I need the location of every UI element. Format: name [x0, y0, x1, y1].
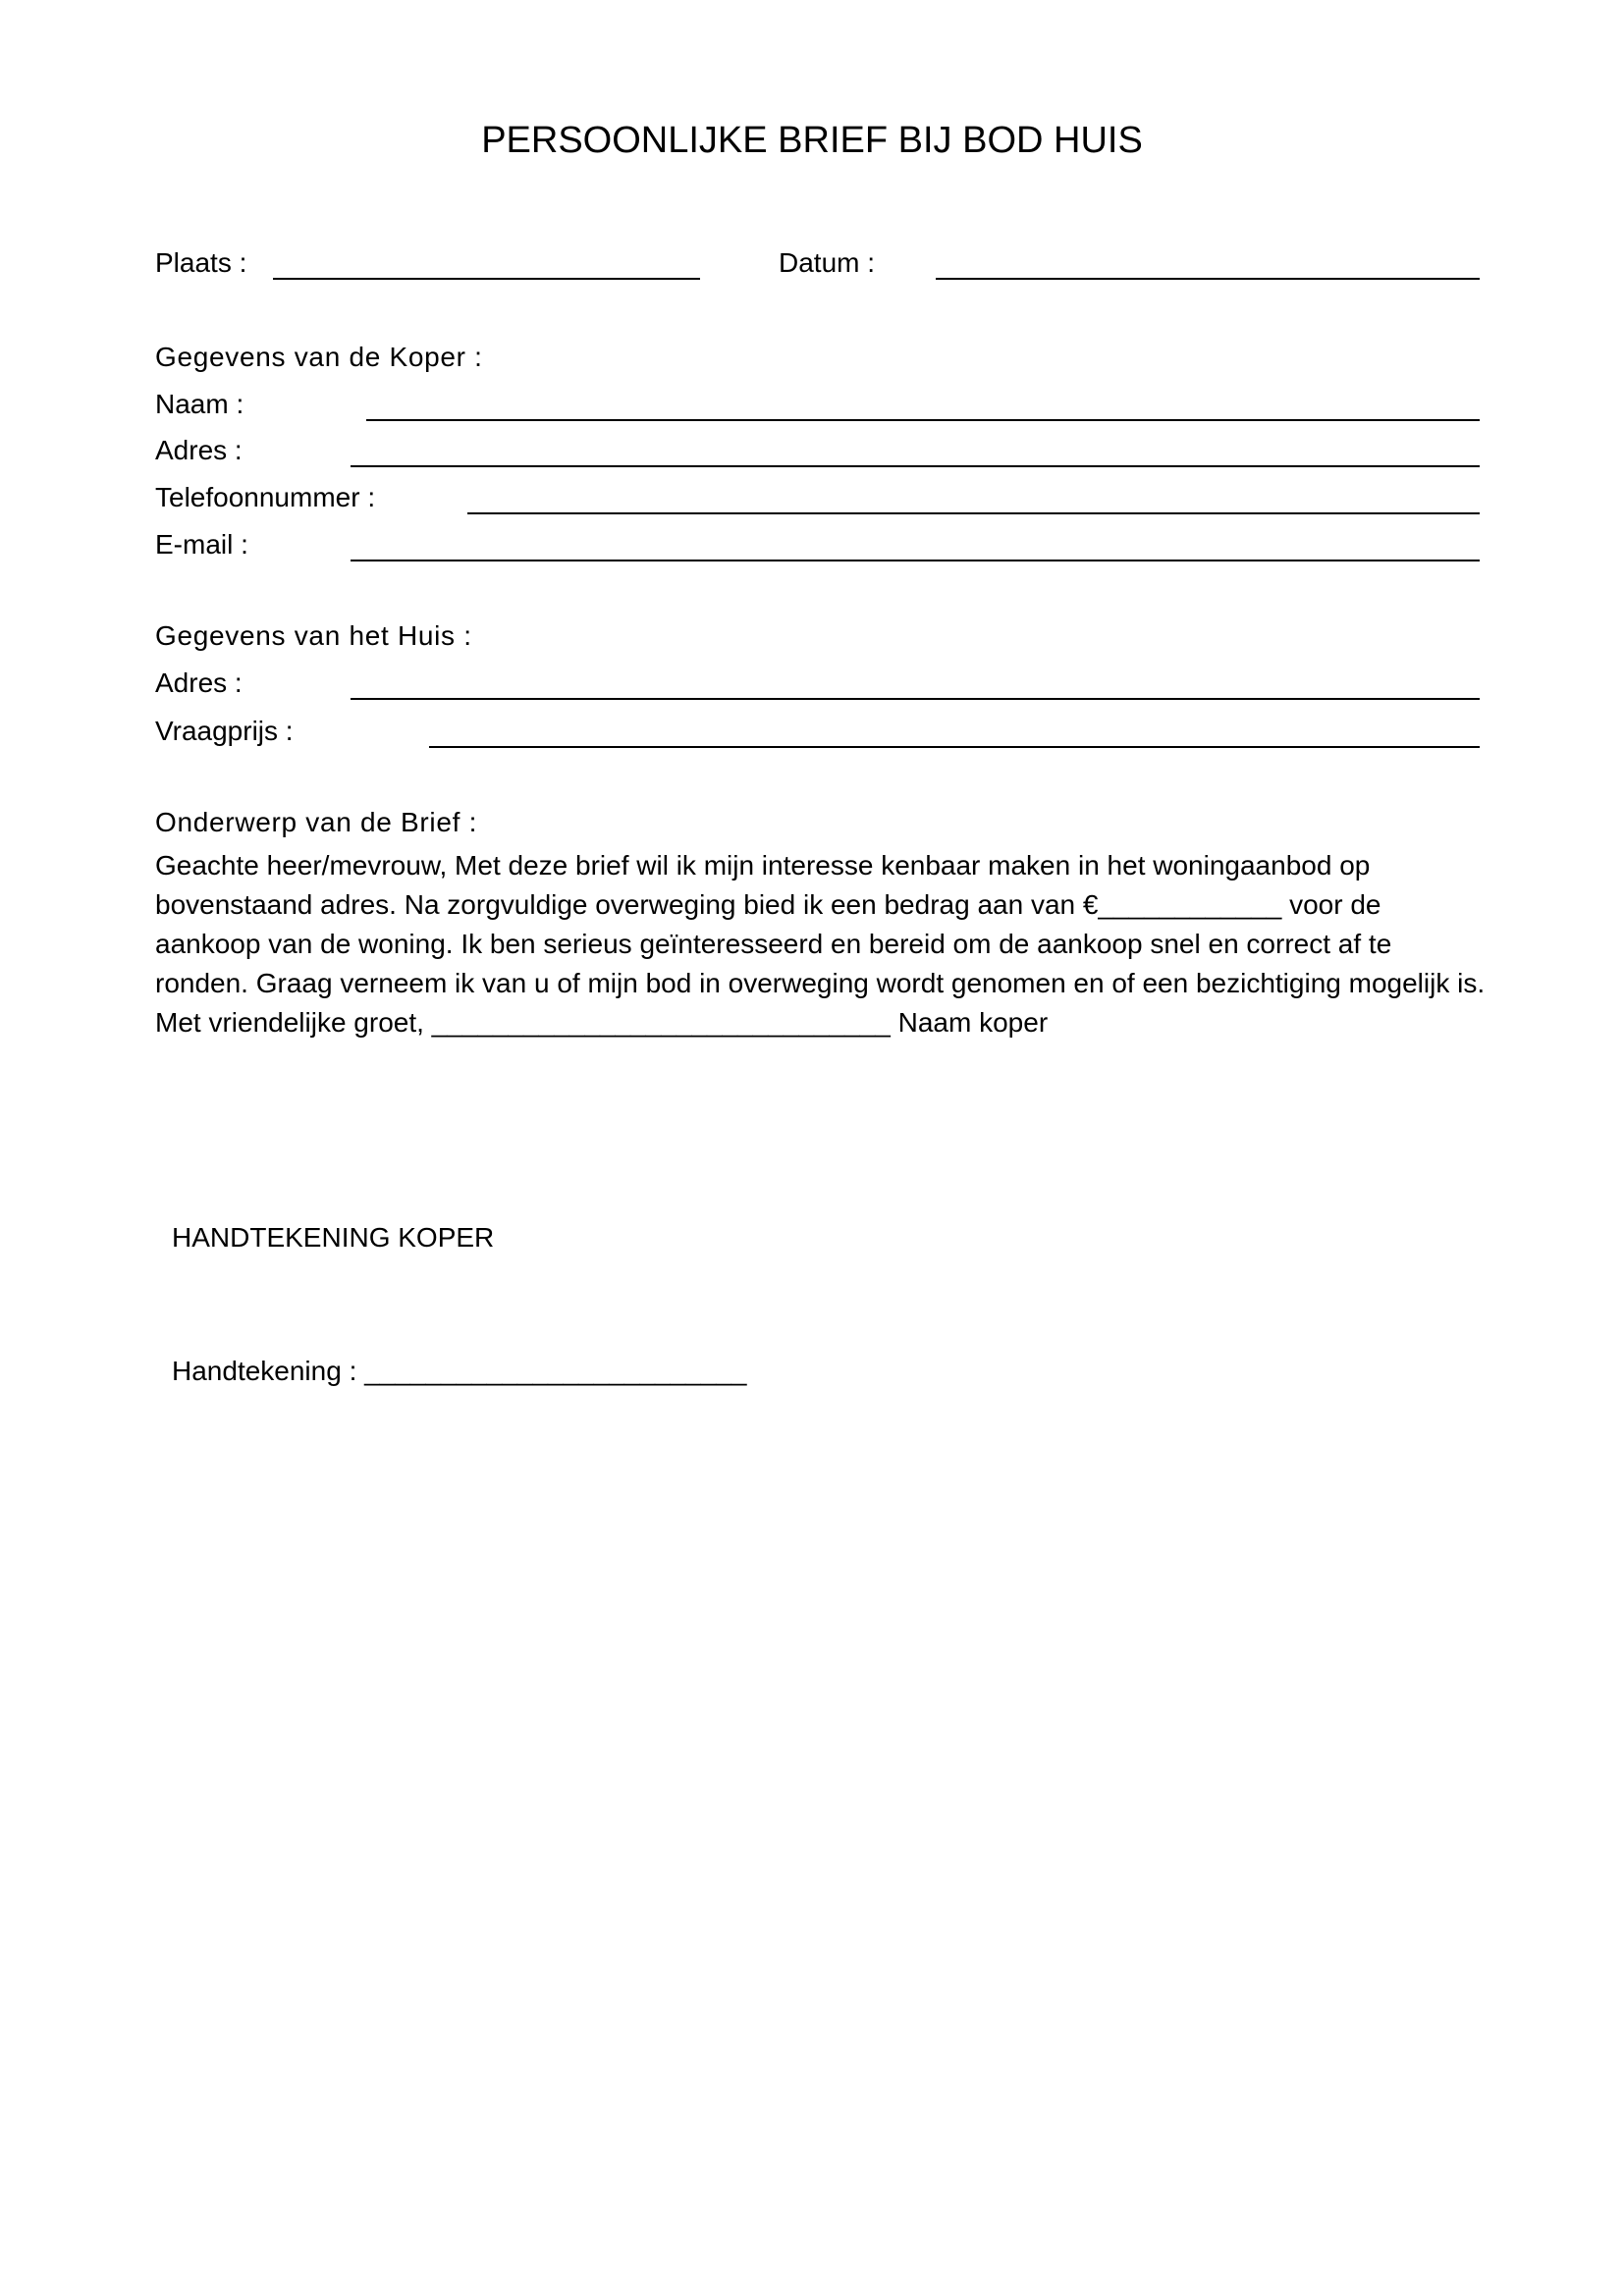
brief-body-text: Geachte heer/mevrouw, Met deze brief wil ik mijn interesse kenbaar maken in het woningaanbod op bovenstaand adres. Na zorgvuldige overweging bied ik een bedrag aan van €____________ voor de aankoop van de woning. Ik ben serieus geïnteresseerd en bereid om de aankoop snel en correct af te ronden. Graag verneem ik van u of mijn bod in overweging wordt genomen en of een bezichtiging mogelijk is. Met vriendelijke groet, ______________________________ Naam koper: [155, 850, 1486, 1038]
koper-heading: Gegevens van de Koper :: [155, 342, 483, 372]
koper-adres-field[interactable]: [351, 465, 1480, 467]
koper-email-label: E-mail :: [155, 529, 248, 560]
huis-heading: Gegevens van het Huis :: [155, 620, 472, 651]
handtekening-heading: HANDTEKENING KOPER: [172, 1222, 495, 1253]
huis-adres-field[interactable]: [351, 698, 1480, 700]
huis-adres-label: Adres :: [155, 667, 243, 698]
koper-naam-field[interactable]: [366, 419, 1480, 421]
koper-adres-label: Adres :: [155, 435, 243, 465]
brief-heading: Onderwerp van de Brief :: [155, 807, 478, 837]
handtekening-line[interactable]: Handtekening : _________________________: [172, 1356, 747, 1386]
koper-naam-label: Naam :: [155, 389, 244, 419]
plaats-field[interactable]: [273, 278, 700, 280]
koper-email-field[interactable]: [351, 560, 1480, 561]
datum-label: Datum :: [779, 247, 876, 278]
koper-telefoon-field[interactable]: [467, 512, 1480, 514]
datum-field[interactable]: [936, 278, 1480, 280]
huis-vraagprijs-label: Vraagprijs :: [155, 716, 294, 746]
koper-telefoon-label: Telefoonnummer :: [155, 482, 376, 512]
plaats-label: Plaats :: [155, 247, 247, 278]
huis-vraagprijs-field[interactable]: [429, 746, 1480, 748]
page-title: PERSOONLIJKE BRIEF BIJ BOD HUIS: [481, 120, 1143, 161]
